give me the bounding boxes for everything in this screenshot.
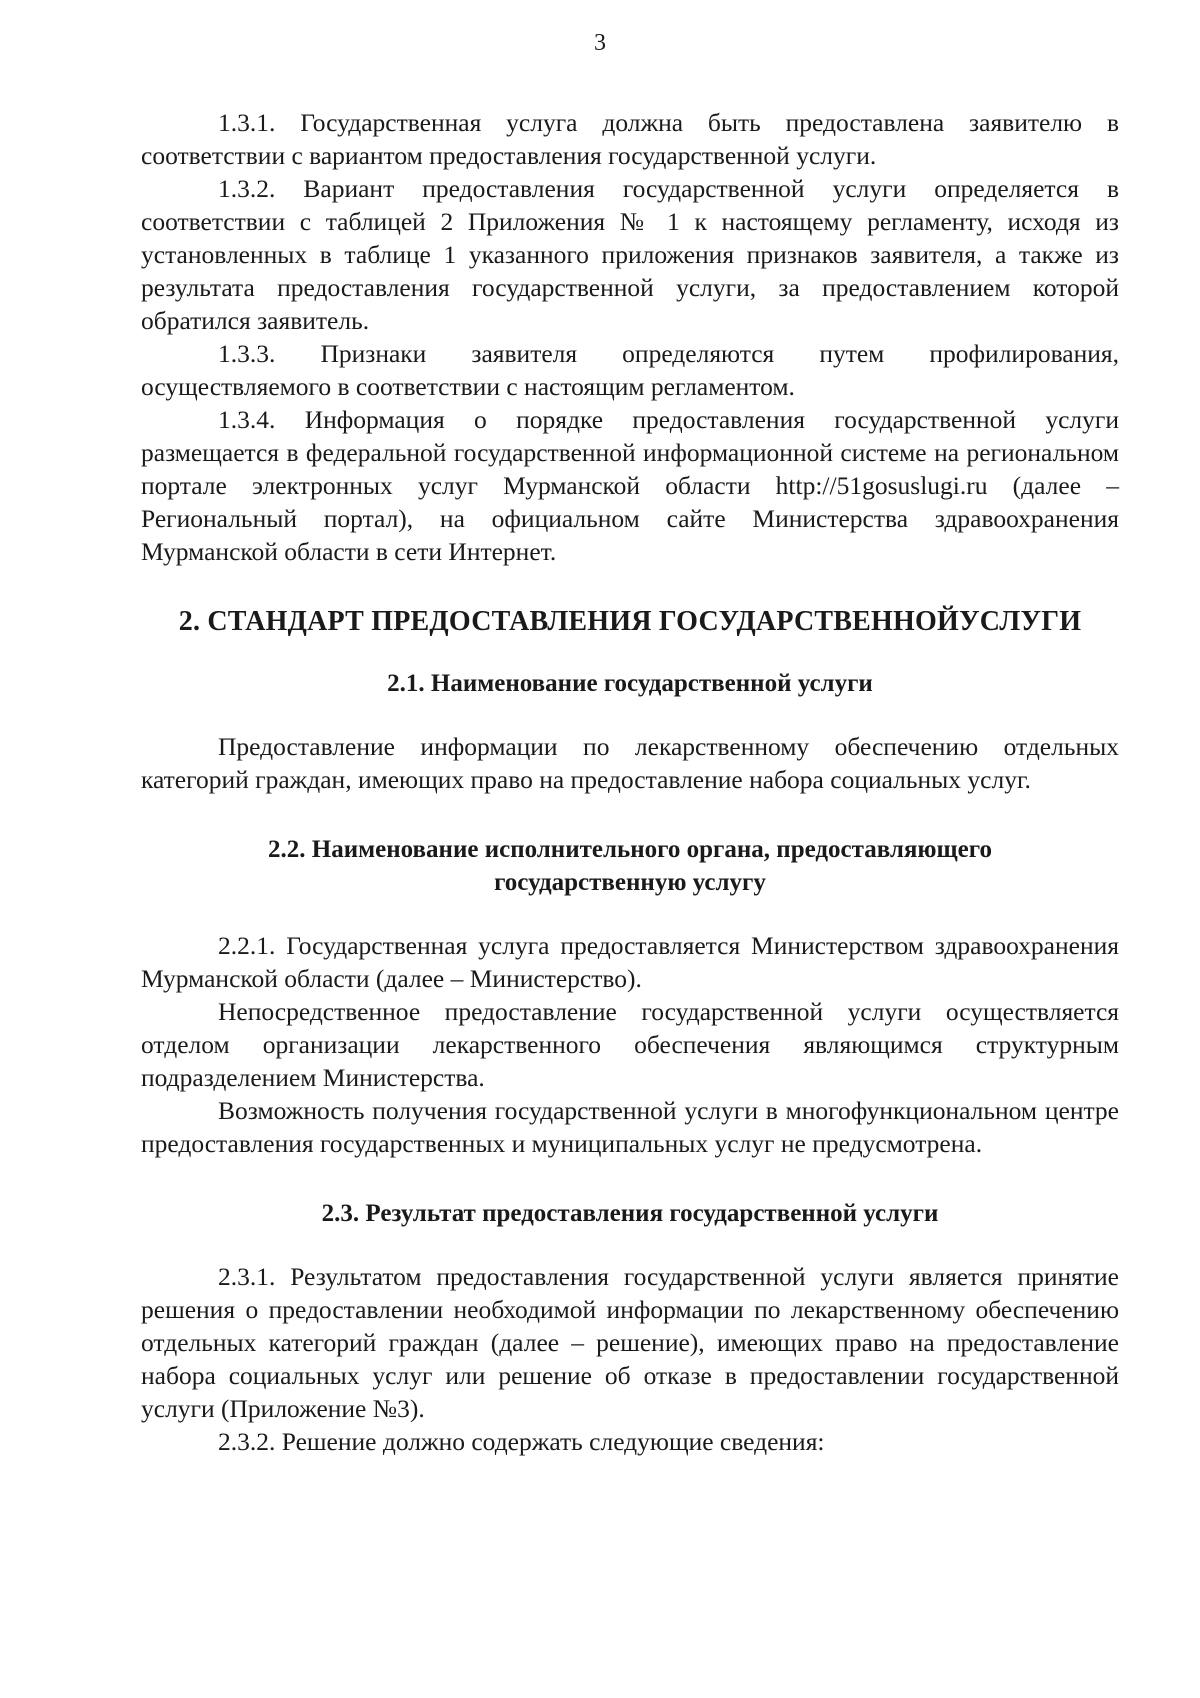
subsection-2-3-title: 2.3. Результат предоставления государственной услуги <box>321 1200 939 1227</box>
document-body <box>141 106 1119 1458</box>
paragraph-2-2-direct: Непосредственное предоставление государственной услуги осуществляется отделом организации лекарственного обеспечения являющимся структурным подразделением Министерства. <box>141 997 1119 1092</box>
page-number: 3 <box>594 30 606 56</box>
subsection-2-1-title: 2.1. Наименование государственной услуги <box>387 670 873 697</box>
paragraph-2-2-1: 2.2.1. Государственная услуга предоставляется Министерством здравоохранения Мурманской области (далее – Министерство). <box>141 931 1119 993</box>
subsection-2-2-title <box>141 833 1119 899</box>
subsection-2-2-title-line1: 2.2. Наименование исполнительного органа, предоставляющего <box>268 836 992 863</box>
paragraph-2-2-mfc: Возможность получения государственной услуги в многофункциональном центре предоставления государственных и муниципальных услуг не предусмотрена. <box>141 1096 1119 1158</box>
paragraph-1-3-1: 1.3.1. Государственная услуга должна быть предоставлена заявителю в соответствии с вариантом предоставления государственной услуги. <box>141 108 1119 170</box>
paragraph-2-1: Предоставление информации по лекарственному обеспечению отдельных категорий граждан, имеющих право на предоставление набора социальных услуг. <box>141 732 1119 794</box>
subsection-2-2-title-line2: государственную услугу <box>494 869 766 896</box>
paragraph-1-3-2: 1.3.2. Вариант предоставления государственной услуги определяется в соответствии с таблицей 2 Приложения № 1 к настоящему регламенту, исходя из установленных в таблице 1 указанного приложения признаков заявителя, а также из результата предоставления государственной услуги, за предоставлением которой обратился заявитель. <box>141 174 1119 335</box>
paragraph-1-3-4: 1.3.4. Информация о порядке предоставления государственной услуги размещается в федеральной государственной информационной системе на региональном портале электронных услуг Мурманской области http://51gosuslugi.ru (далее – Региональный портал), на официальном сайте Министерства здравоохранения Мурманской области в сети Интернет. <box>141 405 1119 566</box>
paragraph-1-3-3: 1.3.3. Признаки заявителя определяются путем профилирования, осуществляемого в соответствии с настоящим регламентом. <box>141 339 1119 401</box>
paragraph-2-3-1: 2.3.1. Результатом предоставления государственной услуги является принятие решения о предоставлении необходимой информации по лекарственному обеспечению отдельных категорий граждан (далее – решение), имеющих право на предоставление набора социальных услуг или решение об отказе в предоставлении государственной услуги (Приложение №3). <box>141 1262 1119 1423</box>
section-2-title: 2. СТАНДАРТ ПРЕДОСТАВЛЕНИЯ ГОСУДАРСТВЕННОЙУСЛУГИ <box>178 606 1082 637</box>
paragraph-2-3-2: 2.3.2. Решение должно содержать следующие сведения: <box>218 1427 825 1456</box>
